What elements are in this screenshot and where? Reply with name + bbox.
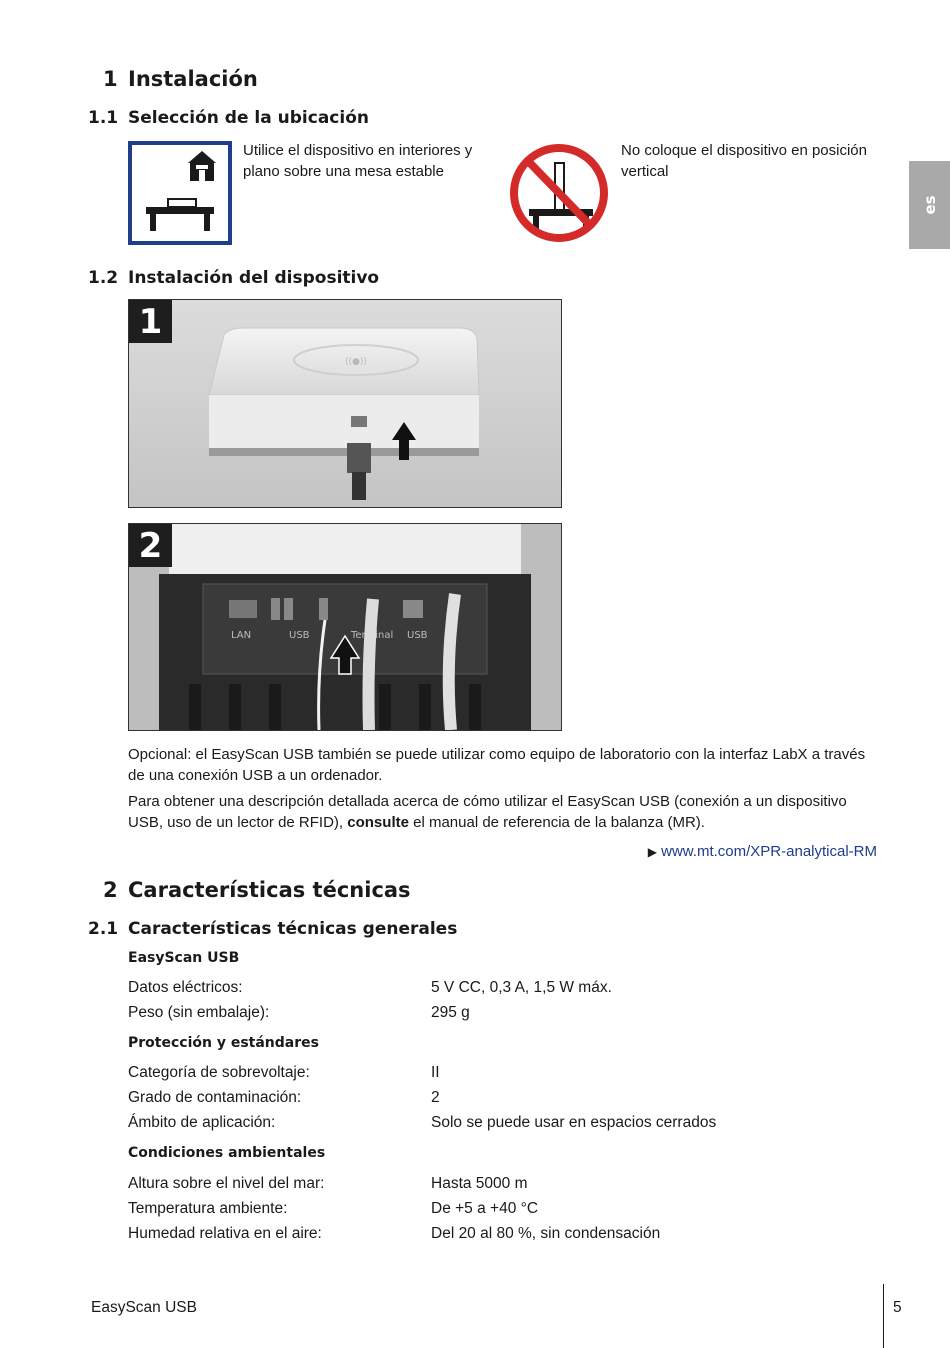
spec-label: Peso (sin embalaje): <box>128 1004 270 1021</box>
spec-value: Solo se puede usar en espacios cerrados <box>431 1114 717 1131</box>
spec-label: Temperatura ambiente: <box>128 1200 288 1217</box>
language-tab-label: es <box>920 195 939 215</box>
details-paragraph <box>128 791 878 833</box>
footer-product-name: EasyScan USB <box>91 1299 197 1316</box>
good-location-text: Utilice el dispositivo en interiores y plano sobre una mesa estable <box>243 142 473 180</box>
section-1-1-number: 1.1 <box>88 108 119 128</box>
section-1-number: 1 <box>103 67 118 91</box>
section-1-2-title: Instalación del dispositivo <box>128 268 380 288</box>
no-vertical-pictogram <box>507 141 611 245</box>
footer-divider <box>883 1284 884 1348</box>
svg-text:((●)): ((●)) <box>345 357 367 367</box>
spec-value: Del 20 al 80 %, sin condensación <box>431 1225 661 1242</box>
section-1-title: Instalación <box>128 67 258 91</box>
spec-label: Altura sobre el nivel del mar: <box>128 1175 325 1192</box>
section-2-1-number: 2.1 <box>88 919 119 939</box>
section-2-number: 2 <box>103 878 118 902</box>
spec-value: De +5 a +40 °C <box>431 1200 539 1217</box>
bad-location-text: No coloque el dispositivo en posición vertical <box>621 142 867 180</box>
spec-value: 2 <box>431 1089 440 1106</box>
spec-group-protection-title: Protección y estándares <box>128 1035 319 1051</box>
step-2-photo <box>128 523 562 731</box>
page-number: 5 <box>893 1299 902 1316</box>
balance-rear-ports-photo <box>129 524 561 730</box>
language-tab <box>909 161 950 249</box>
reference-arrow-icon: ▶ <box>647 845 657 859</box>
optional-paragraph: Opcional: el EasyScan USB también se puede utilizar como equipo de laboratorio con la interfaz LabX a través de una conexión USB a un ordenador. <box>128 746 866 784</box>
device-usb-photo <box>129 300 561 507</box>
spec-label: Ámbito de aplicación: <box>128 1114 276 1131</box>
step-1-photo <box>128 299 562 508</box>
section-2-1-title: Características técnicas generales <box>128 919 458 939</box>
section-1-2-number: 1.2 <box>88 268 119 288</box>
prohibited-vertical-icon <box>507 141 611 245</box>
section-1-1-title: Selección de la ubicación <box>128 108 369 128</box>
spec-group-easyscan-title: EasyScan USB <box>128 950 240 966</box>
spec-label: Categoría de sobrevoltaje: <box>128 1064 310 1081</box>
indoor-table-pictogram <box>128 141 232 245</box>
spec-value: 295 g <box>431 1004 470 1021</box>
spec-value: II <box>431 1064 440 1081</box>
spec-group-environment-title: Condiciones ambientales <box>128 1145 326 1161</box>
indoor-table-icon <box>128 141 232 245</box>
spec-label: Datos eléctricos: <box>128 979 243 996</box>
spec-label: Grado de contaminación: <box>128 1089 302 1106</box>
reference-link-row <box>648 841 877 863</box>
section-2-title: Características técnicas <box>128 878 411 902</box>
details-text-bold: consulte <box>347 814 409 831</box>
step-1-badge: 1 <box>129 300 172 343</box>
port-label-terminal: Terminal <box>351 630 394 641</box>
details-text-end: el manual de referencia de la balanza (MR). <box>408 814 705 831</box>
details-text-start: Para obtener una descripción detallada acerca de cómo utilizar el EasyScan USB (conexión a un dispositivo USB, uso de un lector de RFID), <box>128 793 847 831</box>
spec-value: Hasta 5000 m <box>431 1175 528 1192</box>
spec-value: 5 V CC, 0,3 A, 1,5 W máx. <box>431 979 612 996</box>
spec-label: Humedad relativa en el aire: <box>128 1225 322 1242</box>
port-label-usb: USB <box>289 630 310 641</box>
step-2-badge: 2 <box>129 524 172 567</box>
port-label-lan: LAN <box>231 630 252 641</box>
port-label-usb-2: USB <box>407 630 428 641</box>
reference-link[interactable]: www.mt.com/XPR-analytical-RM <box>661 843 877 860</box>
